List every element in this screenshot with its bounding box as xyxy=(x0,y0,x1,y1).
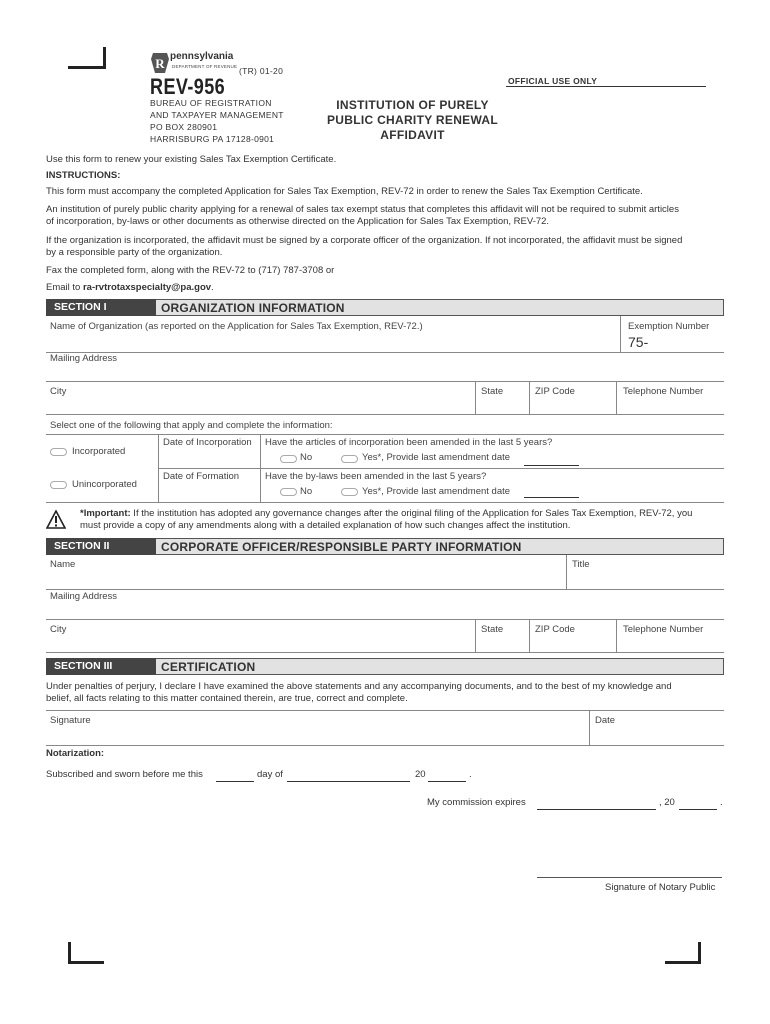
instruction-p3a: If the organization is incorporated, the affidavit must be signed by a corporate officer of the organization. If not incorporated, the affidavit must be signed xyxy=(46,235,683,246)
section-1-header xyxy=(46,299,724,316)
important-note-line-1 xyxy=(80,508,692,520)
important-note-line-2: must provide a copy of any amendments along with a detailed explanation of how such changes affect the institution. xyxy=(80,520,571,531)
articles-yes-checkbox[interactable] xyxy=(341,455,358,463)
divider xyxy=(46,352,724,353)
divider xyxy=(589,710,590,745)
perjury-statement-line-2: belief, all facts relating to this matter contained therein, are true, correct and complete. xyxy=(46,693,408,704)
usage-note: Use this form to renew your existing Sales Tax Exemption Certificate. xyxy=(46,154,337,165)
section-3-title: CERTIFICATION xyxy=(161,660,256,674)
org-name-label: Name of Organization (as reported on the Application for Sales Tax Exemption, REV-72.) xyxy=(50,321,423,332)
official-use-label: OFFICIAL USE ONLY xyxy=(508,76,598,86)
form-title-line-2: PUBLIC CHARITY RENEWAL xyxy=(326,113,499,127)
section-3-label: SECTION III xyxy=(46,658,156,675)
divider xyxy=(475,619,476,652)
commission-date-field[interactable] xyxy=(537,809,656,810)
notary-signature-label: Signature of Notary Public xyxy=(605,882,716,893)
form-title xyxy=(310,98,515,143)
email-instruction xyxy=(46,282,214,294)
instruction-p3b: by a responsible party of the organization. xyxy=(46,247,223,258)
divider xyxy=(46,434,724,435)
bylaws-amendment-date-field[interactable] xyxy=(524,497,579,498)
official-use-line xyxy=(506,86,706,87)
exemption-number-label: Exemption Number xyxy=(628,321,710,332)
divider xyxy=(529,381,530,414)
divider xyxy=(529,619,530,652)
divider xyxy=(46,745,724,746)
important-text: If the institution has adopted any governance changes after the original filing of the Application for Sales Tax Exemption, REV-72, you xyxy=(130,508,693,519)
org-telephone-label: Telephone Number xyxy=(623,386,704,397)
articles-no-checkbox[interactable] xyxy=(280,455,297,463)
signature-label: Signature xyxy=(50,715,91,726)
notarization-heading: Notarization: xyxy=(46,748,105,759)
form-number: REV-956 xyxy=(150,74,226,99)
officer-title-label: Title xyxy=(572,559,590,570)
warning-triangle-icon xyxy=(46,510,66,530)
divider xyxy=(475,381,476,414)
form-title-line-1: INSTITUTION OF PURELY xyxy=(336,98,489,112)
org-mailing-address-label: Mailing Address xyxy=(50,353,118,364)
instructions-heading: INSTRUCTIONS: xyxy=(46,170,121,181)
org-city-label: City xyxy=(50,386,67,397)
bureau-line-4: HARRISBURG PA 17128-0901 xyxy=(150,134,275,144)
registration-mark-bottom-right xyxy=(665,942,701,964)
bylaws-yes-checkbox[interactable] xyxy=(341,488,358,496)
email-link[interactable]: ra-rvtrotaxspecialty@pa.gov xyxy=(82,282,212,293)
bureau-line-3: PO BOX 280901 xyxy=(150,122,218,132)
divider xyxy=(158,468,724,469)
perjury-statement-line-1: Under penalties of perjury, I declare I have examined the above statements and any accompanying documents, and to the best of my knowledge and xyxy=(46,681,672,692)
section-1-label: SECTION I xyxy=(46,299,156,316)
unincorporated-checkbox[interactable] xyxy=(50,481,67,489)
divider xyxy=(616,381,617,414)
instruction-p1: This form must accompany the completed Application for Sales Tax Exemption, REV-72 in order to renew the Sales Tax Exemption Certificate. xyxy=(46,186,643,197)
revision-code: (TR) 01-20 xyxy=(239,66,284,76)
registration-mark-bottom-left xyxy=(68,942,104,964)
registration-mark-top-left xyxy=(68,47,106,69)
section-2-label: SECTION II xyxy=(46,538,156,555)
articles-no-label: No xyxy=(300,452,313,463)
fax-instruction: Fax the completed form, along with the REV-72 to (717) 787-3708 or xyxy=(46,265,335,276)
svg-text:R: R xyxy=(155,56,165,71)
bylaws-question: Have the by-laws been amended in the last 5 years? xyxy=(265,471,487,482)
instruction-p2b: of incorporation, by-laws or other documents as otherwise directed on the Application for Sales Tax Exemption, REV-72. xyxy=(46,216,550,227)
bylaws-no-label: No xyxy=(300,486,313,497)
org-zip-label: ZIP Code xyxy=(535,386,575,397)
important-label: *Important: xyxy=(80,508,131,519)
bylaws-no-checkbox[interactable] xyxy=(280,488,297,496)
notary-signature-line[interactable] xyxy=(537,877,722,878)
keystone-logo-icon xyxy=(150,51,170,75)
form-title-line-3: AFFIDAVIT xyxy=(380,128,445,142)
articles-yes-label: Yes*, Provide last amendment date xyxy=(362,452,511,463)
unincorporated-label: Unincorporated xyxy=(72,479,137,490)
sworn-day-field[interactable] xyxy=(216,781,254,782)
org-state-label: State xyxy=(481,386,504,397)
section-2-title: CORPORATE OFFICER/RESPONSIBLE PARTY INFORMATION xyxy=(161,540,522,554)
commission-period: . xyxy=(720,797,723,808)
bureau-line-1: BUREAU OF REGISTRATION xyxy=(150,98,272,108)
commission-year-field[interactable] xyxy=(679,809,717,810)
bylaws-yes-label: Yes*, Provide last amendment date xyxy=(362,486,511,497)
divider xyxy=(46,381,724,382)
divider xyxy=(46,589,724,590)
officer-city-label: City xyxy=(50,624,67,635)
state-name: pennsylvania xyxy=(170,51,234,62)
exemption-number-field[interactable]: 75- xyxy=(628,334,649,350)
commission-year-prefix: , 20 xyxy=(659,797,675,808)
sworn-month-field[interactable] xyxy=(287,781,410,782)
officer-state-label: State xyxy=(481,624,504,635)
divider xyxy=(620,316,621,352)
divider xyxy=(46,710,724,711)
divider xyxy=(566,555,567,589)
section-2-header xyxy=(46,538,724,555)
email-prefix: Email to xyxy=(46,282,83,293)
date-incorporation-label: Date of Incorporation xyxy=(163,437,252,448)
sworn-text: Subscribed and sworn before me this xyxy=(46,769,203,780)
sworn-period: . xyxy=(469,769,472,780)
divider xyxy=(46,652,724,653)
incorporated-label: Incorporated xyxy=(72,446,126,457)
officer-mailing-address-label: Mailing Address xyxy=(50,591,118,602)
divider xyxy=(616,619,617,652)
email-suffix: . xyxy=(211,282,214,293)
incorporated-checkbox[interactable] xyxy=(50,448,67,456)
officer-name-label: Name xyxy=(50,559,76,570)
commission-expires-text: My commission expires xyxy=(427,797,526,808)
sworn-year-field[interactable] xyxy=(428,781,466,782)
officer-zip-label: ZIP Code xyxy=(535,624,575,635)
section-1-title: ORGANIZATION INFORMATION xyxy=(161,301,345,315)
date-formation-label: Date of Formation xyxy=(163,471,240,482)
articles-question: Have the articles of incorporation been amended in the last 5 years? xyxy=(265,437,553,448)
divider xyxy=(46,502,724,503)
date-label: Date xyxy=(595,715,616,726)
section-3-header xyxy=(46,658,724,675)
select-instruction: Select one of the following that apply and complete the information: xyxy=(50,420,333,431)
divider xyxy=(46,414,724,415)
day-of-text: day of xyxy=(257,769,283,780)
bureau-line-2: AND TAXPAYER MANAGEMENT xyxy=(150,110,284,120)
divider xyxy=(46,619,724,620)
articles-amendment-date-field[interactable] xyxy=(524,465,579,466)
instruction-p2a: An institution of purely public charity applying for a renewal of sales tax exempt status that completes this affidavit will not be required to submit articles xyxy=(46,204,679,215)
department-name: DEPARTMENT OF REVENUE xyxy=(172,64,238,69)
officer-telephone-label: Telephone Number xyxy=(623,624,704,635)
year-prefix-text: 20 xyxy=(415,769,426,780)
